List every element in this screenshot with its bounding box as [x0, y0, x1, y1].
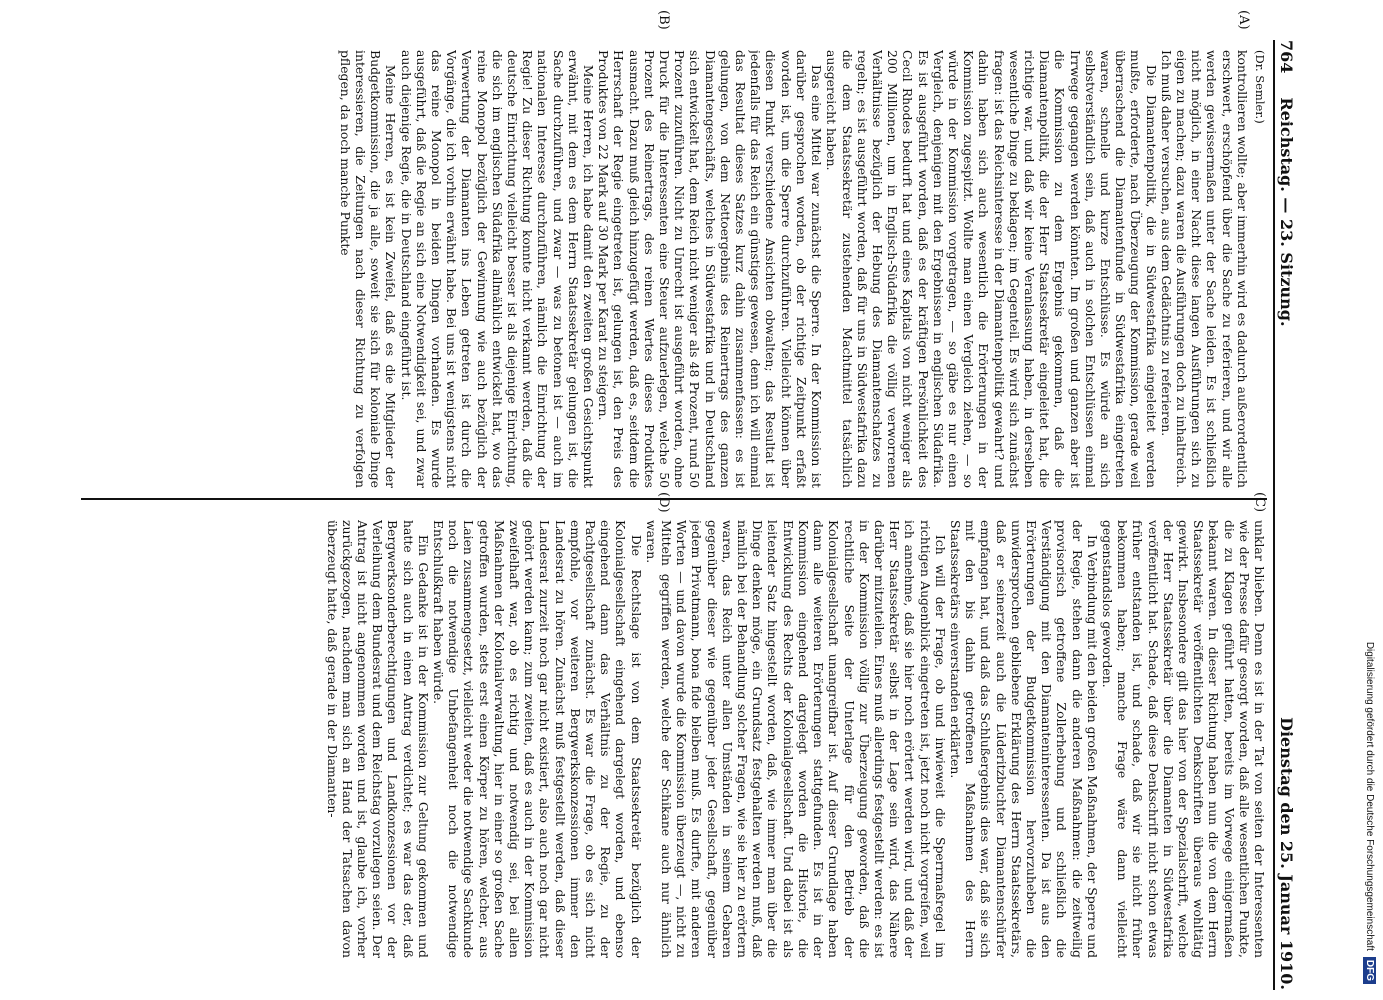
paragraph: Die Diamantenpolitik, die in Südwestafrika eingeleitet werden mußte, erforderte, nach Überzeugung der Kommission, gerade weil überraschend die Diamantenfunde in Südwestafrika eingetreten waren, schnelle und kurze Entschlüsse. Es würde an sich selbstverständlich sein, daß auch in solchen Entschlüssen einmal Irrwege gegangen werden könnten. Im großen und ganzen aber ist die Kommission zu dem Ergebnis gekommen, daß die Diamantenpolitik, die der Herr Staatssekretär eingeleitet hat, die richtige war, und daß wir keine Veranlassung haben, in derselben wesentliche Dinge zu beklagen; im Gegenteil. Es wird sich zunächst fragen: ist das Reichsinteresse in der Diamantenpolitik gewahrt? und dahin haben sich auch wesentlich die Erörterungen in der Kommission zugespitzt. Wollte man einen Vergleich ziehen, — so würde in der Kommission vorgetragen, — so gäbe es nur einen Vergleich, denjenigen mit den Ergebnissen in englischen Südafrika. Es ist ausgeführt worden, daß es der kräftigen Persönlichkeit des Cecil Rhodes bedurft hat und eines Kapitals von nicht weniger als 200 Millionen, um in Englisch-Südafrika die völlig verworrenen Verhältnisse bezüglich der Hebung des Diamantenschatzes zu regeln; es ist ausgeführt worden, daß für uns in Südwestafrika dazu die dem Staatssekretär zustehenden Machtmittel tatsächlich ausgereicht haben. [824, 50, 1159, 488]
header-right-title: Dienstag den 25. Januar 1910. [1277, 717, 1296, 990]
page-number: 764 [1277, 40, 1296, 74]
page-header [1277, 40, 1311, 990]
column-divider [81, 498, 1267, 500]
paragraph: Meine Herren, es ist kein Zweifel, daß es die Mitglieder der Budgetkommission, die ja alle, soweit sie sich für koloniale Dinge interessieren, die Zeitungen nach dieser Richtung zu verfolgen pflegen, da noch manche Punkte [337, 50, 399, 488]
paragraph: Ein Gedanke ist in der Kommission zur Geltung gekommen und hatte sich auch in einen Antrag verdichtet; es war das der, daß Bergwerksonderberechtigungen und Landkonzessionen vor der Verleihung dem Bundesrat und dem Reichstag vorzulegen seien. Der Antrag ist nicht angenommen worden und ist, glaube ich, vorher zurückgezogen, nachdem man sich an Hand der Tatsachen davon überzeugt hatte, daß gerade in der Diamanten- [324, 520, 431, 958]
paragraph: In Verbindung mit den beiden großen Maßnahmen, der Sperre und der Regie, stehen dann die anderen Maßnahmen: die zeitweilig provisorisch getroffene Zollerhebung und schließlich die Verständigung mit den Diamanteninteressenten. Da ist aus den Erörterungen der Budgetkommission hervorzuheben die unwidersprochen gebliebene Erklärung des Herrn Staatssekretärs, daß er seinerzeit auch die Lüderitzbuchter Diamantenschürfer empfangen hat, und daß das Schlußergebnis dies war, daß sie sich mit den bis dahin getroffenen Maßnahmen des Herrn Staatssekretärs einverstanden erklärten. [947, 520, 1100, 958]
credit-text: Digitalisierung gefördert durch die Deutsche Forschungsgemeinschaft [1364, 641, 1376, 951]
paragraph: Die Rechtslage ist von dem Staatssekretär bezüglich der Kolonialgesellschaft eingehend dargelegt worden, und ebenso eingehend dann das Verhältnis zu der Regie, zu der Pachtgesellschaft zunächst. Es war die Frage, ob es sich nicht empfohle, vor weiteren Bergwerkskonzessionen immer den Landesrat zu hören. Zunächst muß festgestellt werden, daß dieser Landesrat zurzeit noch gar nicht existiert, also auch noch gar nicht gehört werden kann; zum zweiten, daß es auch in der Kommission zweifelhaft war, ob es richtig und notwendig sei, bei allen Maßnahmen der Kolonialverwaltung, hier in einer so großen Sache getroffen wurden, stets erst einen Körper zu hören, welcher, aus Laien zusammengesetzt, vielleicht weder die notwendige Sachkunde noch die notwendige Unbefangenheit noch die notwendige Entschlußkraft haben würde. [431, 520, 644, 958]
paragraph: unklar blieben. Denn es ist in der Tat von seiten der Interessenten wie der Presse dafür gesorgt worden, daß alle wesentlichen Punkte, die zu Klagen geführt hatten, bereits im Vorwege einigermaßen bekannt waren. In dieser Richtung haben nun die von dem Herrn Staatssekretär veröffentlichten Denkschriften überaus wohltätig gewirkt. Insbesondere gilt das hier von der Spezialschrift, welche der Herr Staatssekretär über die Diamanten in Südwestafrika veröffentlicht hat. Schade, daß diese Denkschrift nicht schon etwas früher entstanden ist, und schade, daß wir sie nicht früher bekommen haben; manche Frage wäre dann vielleicht gegenstandslos geworden. [1099, 520, 1267, 958]
dfg-logo-badge: DFG [1364, 957, 1377, 984]
paragraph: Meine Herren, ich habe damit den zweiten großen Gesichtspunkt erwähnt, mit dem es dem Herrn Staatssekretär gelungen ist, die Sache durchzuführen, und zwar — was zu betonen ist — auch im nationalen Interesse durchzuführen, nämlich die Einrichtung der Regie! Zu dieser Richtung konnte nicht verkannt werden, daß die deutsche Einrichtung vielleicht besser ist als diejenige Einrichtung, die sich im englischen Südafrika allmählich entwickelt hat, wo das reine Monopol bezüglich der Gewinnung wie auch bezüglich der Verwertung der Diamanten ins Leben getreten ist durch die Vorgänge, die ich vorhin erwähnt habe. Bei uns ist wenigstens nicht das reine Monopol in beiden Dingen vorhanden. Es wurde ausgeführt, daß die Regie an sich eine Notwendigkeit sei, und zwar auch diejenige Regie, die in Deutschland eingeführt ist. [398, 50, 597, 488]
scanned-page [81, 10, 1311, 990]
header-left-title: Reichstag. — 23. Sitzung. [1277, 97, 1296, 327]
right-column [81, 520, 1267, 958]
margin-marker-b: (B) [656, 10, 671, 30]
speaker-tag: (Dr. Semler.) [1253, 50, 1267, 124]
margin-marker-d: (D) [656, 492, 671, 513]
left-column [81, 50, 1267, 488]
paragraph: kontrollieren wollte; aber immerhin wird es dadurch außerordentlich erschwert, erschöpfend über die Sache zu referieren, und wir alle werden gewissermaßen unter der Sache leiden. Es ist schließlich nicht möglich, in einer Nacht diese langen Ausführungen sich zu eigen zu machen; dazu waren die Ausführungen doch zu inhaltreich. Ich muß daher versuchen, aus dem Gedächtnis zu referieren. [1158, 50, 1250, 488]
paragraph: Das eine Mittel war zunächst die Sperre. In der Kommission ist darüber gesprochen worden, ob der richtige Zeitpunkt erfaßt worden ist, um die Sperre durchzuführen. Vielleicht können über diesen Punkt verschiedene Ansichten obwalten; das Resultat ist jedenfalls für das Reich ein günstiges gewesen, denn ich will einmal das Resultat dieses Satzes kurz dahin zusammenfassen: es ist gelungen, von dem Nettoergebnis des Reinertrags des ganzen Diamantengeschäfts, welches in Südwestafrika und in Deutschland sich entwickelt hat, dem Reich nicht weniger als 48 Prozent, rund 50 Prozent zuzuführen. Nicht zu Unrecht ist ausgeführt worden, ohne Druck für die Interessenten eine Steuer aufzuerlegen, welche 50 Prozent des Reinertrags, des reinen Wertes dieses Produktes ausmacht. Dazu muß gleich hinzugefügt werden, daß es, seitdem die Herrschaft der Regie eingetreten ist, gelungen ist, den Preis des Produktes von 22 Mark auf 30 Mark per Karat zu steigern. [596, 50, 825, 488]
paragraph: Ich will der Frage, ob und inwieweit die Sperrmaßregel im richtigen Augenblick eingetreten ist, jetzt noch nicht vorgreifen, weil ich annehme, daß sie hier noch erörtert werden wird, und daß der Herr Staatssekretär selbst in der Lage sein wird, das Nähere darüber mitzuteilen. Eines muß allerdings festgestellt werden: es ist in der Kommission völlig zur Überzeugung geworden, daß die rechtliche Seite der Unterlage für den Betrieb der Kolonialgesellschaft unangreifbar ist. Auf dieser Grundlage haben dann alle weiteren Erörterungen stattgefunden. Es ist in der Kommission eingehend dargelegt worden die Historie, die Entwicklung des Rechts der Kolonialgesellschaft. Und dabei ist als leitender Satz hingestellt worden, daß, wie immer man über die Dinge denken möge, ein Grundsatz festgehalten werden muß, daß nämlich bei der Behandlung solcher Fragen, wie sie hier zu erörtern waren, das Reich unter allen Umständen in seinem Gebaren gegenüber dieser wie gegenüber jeder Gesellschaft, gegenüber jedem Privatmann, bona fide bleiben muß. Es durfte, mit anderen Worten — und davon wurde die Kommission überzeugt —, nicht zu Mitteln gegriffen werden, welche der Schikane auch nur ähnlich waren. [643, 520, 948, 958]
margin-marker-c: (C) [1252, 492, 1267, 513]
header-rule [1273, 40, 1275, 990]
margin-marker-a: (A) [1236, 10, 1251, 30]
digitization-credit [1357, 0, 1383, 1000]
